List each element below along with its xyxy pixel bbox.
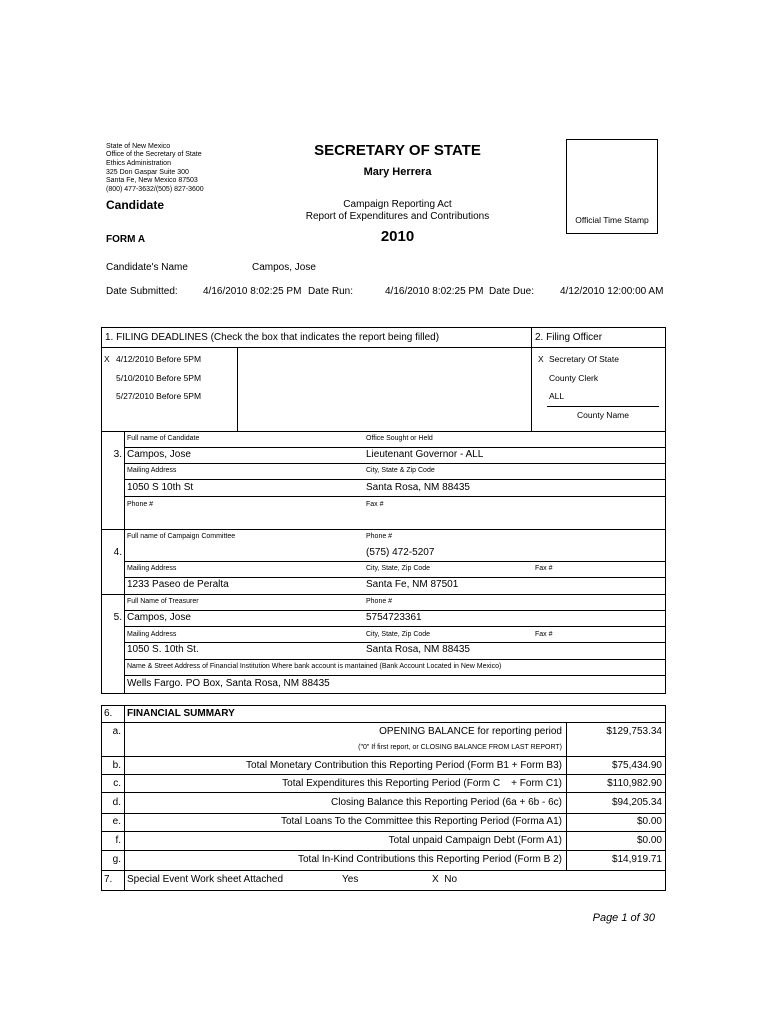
page-title: SECRETARY OF STATE bbox=[314, 142, 481, 159]
summary-amount: $94,205.34 bbox=[611, 797, 662, 808]
summary-letter: a. bbox=[112, 726, 121, 737]
section-number: 6. bbox=[104, 708, 113, 719]
field-label: City, State & Zip Code bbox=[366, 467, 435, 474]
officer-option: ALL bbox=[549, 391, 565, 401]
summary-label: Total Loans To the Committee this Reporting Period (Forma A1) bbox=[280, 816, 562, 827]
act-name: Campaign Reporting Act bbox=[343, 199, 452, 210]
special-event-yes[interactable]: Yes bbox=[342, 874, 359, 885]
candidate-heading: Candidate bbox=[106, 198, 165, 212]
summary-label: Closing Balance this Reporting Period (6a + 6b - 6c) bbox=[331, 797, 562, 808]
summary-label: Total Monetary Contribution this Reporting Period (Form B1 + Form B3) bbox=[246, 760, 562, 771]
field-label: Fax # bbox=[366, 501, 384, 508]
summary-letter: g. bbox=[112, 854, 121, 865]
field-label: Office Sought or Held bbox=[366, 435, 433, 442]
date-submitted-label: Date Submitted: bbox=[106, 286, 178, 297]
agency-line: State of New Mexico bbox=[106, 143, 171, 150]
summary-label: Total unpaid Campaign Debt (Form A1) bbox=[388, 835, 562, 846]
field-label: Mailing Address bbox=[127, 467, 177, 474]
summary-amount: $129,753.34 bbox=[606, 726, 662, 737]
filing-officer-title: 2. Filing Officer bbox=[535, 332, 603, 343]
date-run-value: 4/16/2010 8:02:25 PM bbox=[385, 286, 484, 297]
field-label: Full Name of Treasurer bbox=[127, 598, 199, 605]
page-number: Page 1 of 30 bbox=[592, 912, 655, 924]
field-label: City, State, Zip Code bbox=[366, 565, 431, 572]
field-label: Full name of Candidate bbox=[127, 435, 200, 442]
summary-letter: d. bbox=[112, 797, 121, 808]
candidate-full-name: Campos, Jose bbox=[127, 449, 191, 460]
officer-name: Mary Herrera bbox=[363, 166, 432, 178]
field-label: Mailing Address bbox=[127, 565, 177, 572]
agency-line: (800) 477-3632/(505) 827-3600 bbox=[106, 186, 204, 193]
summary-amount: $75,434.90 bbox=[611, 760, 662, 771]
agency-line: Office of the Secretary of State bbox=[106, 151, 202, 158]
summary-letter: e. bbox=[112, 816, 121, 827]
special-event-no[interactable]: X No bbox=[432, 874, 458, 885]
field-label: Fax # bbox=[535, 565, 553, 572]
committee-mailing-address: 1233 Paseo de Peralta bbox=[127, 579, 229, 590]
form-label: FORM A bbox=[106, 234, 146, 245]
officer-option: Secretary Of State bbox=[549, 354, 619, 364]
agency-line: Santa Fe, New Mexico 87503 bbox=[106, 177, 198, 184]
date-due-label: Date Due: bbox=[489, 286, 535, 297]
time-stamp-label: Official Time Stamp bbox=[575, 215, 649, 225]
committee-phone: (575) 472-5207 bbox=[366, 547, 435, 558]
treasurer-phone: 5754723361 bbox=[366, 612, 422, 623]
date-due-value: 4/12/2010 12:00:00 AM bbox=[560, 286, 664, 297]
date-submitted-value: 4/16/2010 8:02:25 PM bbox=[203, 286, 302, 297]
field-label: Mailing Address bbox=[127, 631, 177, 638]
agency-line: Ethics Administration bbox=[106, 160, 171, 167]
candidate-mailing-address: 1050 S 10th St bbox=[127, 482, 194, 493]
officer-option: County Clerk bbox=[549, 373, 599, 383]
section-number: 3. bbox=[113, 449, 122, 460]
field-label: Full name of Campaign Committee bbox=[127, 533, 236, 540]
summary-label: Total Expenditures this Reporting Period (Form C + Form C1) bbox=[282, 778, 562, 789]
summary-amount: $14,919.71 bbox=[611, 854, 662, 865]
bank-institution: Wells Fargo. PO Box, Santa Rosa, NM 88435 bbox=[127, 678, 330, 689]
field-label: Phone # bbox=[366, 598, 393, 605]
deadline-option: 5/10/2010 Before 5PM bbox=[116, 373, 202, 383]
office-sought: Lieutenant Governor - ALL bbox=[366, 449, 484, 460]
field-label: Name & Street Address of Financial Institution Where bank account is mantained (Bank Account Located in New Mexico) bbox=[127, 663, 502, 670]
opening-balance-note: ("0" If first report, or CLOSING BALANCE FROM LAST REPORT) bbox=[358, 744, 562, 751]
summary-letter: b. bbox=[112, 760, 121, 771]
treasurer-name: Campos, Jose bbox=[127, 612, 191, 623]
summary-amount: $0.00 bbox=[636, 835, 662, 846]
field-label: City, State, Zip Code bbox=[366, 631, 431, 638]
candidate-name-label: Candidate's Name bbox=[106, 262, 188, 273]
summary-label: OPENING BALANCE for reporting period bbox=[379, 726, 562, 737]
section-number: 5. bbox=[113, 612, 122, 623]
deadline-checkbox[interactable]: X bbox=[104, 354, 110, 364]
committee-city: Santa Fe, NM 87501 bbox=[366, 579, 459, 590]
field-label: Phone # bbox=[366, 533, 393, 540]
special-event-label: Special Event Work sheet Attached bbox=[127, 874, 284, 885]
field-label: Fax # bbox=[535, 631, 553, 638]
report-year: 2010 bbox=[380, 228, 415, 245]
financial-summary-title: FINANCIAL SUMMARY bbox=[127, 708, 235, 719]
treasurer-city: Santa Rosa, NM 88435 bbox=[366, 644, 470, 655]
report-name: Report of Expenditures and Contributions bbox=[305, 211, 490, 222]
summary-label: Total In-Kind Contributions this Reporting Period (Form B 2) bbox=[297, 854, 562, 865]
county-name-label: County Name bbox=[577, 410, 629, 420]
summary-amount: $0.00 bbox=[636, 816, 662, 827]
candidate-city: Santa Rosa, NM 88435 bbox=[366, 482, 470, 493]
deadline-option: 5/27/2010 Before 5PM bbox=[116, 391, 202, 401]
treasurer-mailing-address: 1050 S. 10th St. bbox=[127, 644, 199, 655]
section-number: 7. bbox=[104, 874, 113, 885]
deadline-option: 4/12/2010 Before 5PM bbox=[116, 354, 202, 364]
candidate-name-value: Campos, Jose bbox=[252, 262, 316, 273]
date-run-label: Date Run: bbox=[308, 286, 354, 297]
summary-amount: $110,982.90 bbox=[607, 778, 662, 789]
summary-letter: f. bbox=[115, 835, 121, 846]
field-label: Phone # bbox=[127, 501, 154, 508]
filing-deadlines-title: 1. FILING DEADLINES (Check the box that indicates the report being filled) bbox=[105, 332, 440, 343]
officer-checkbox[interactable]: X bbox=[538, 354, 544, 364]
agency-line: 325 Don Gaspar Suite 300 bbox=[106, 169, 189, 176]
summary-letter: c. bbox=[113, 778, 121, 789]
section-number: 4. bbox=[113, 547, 122, 558]
